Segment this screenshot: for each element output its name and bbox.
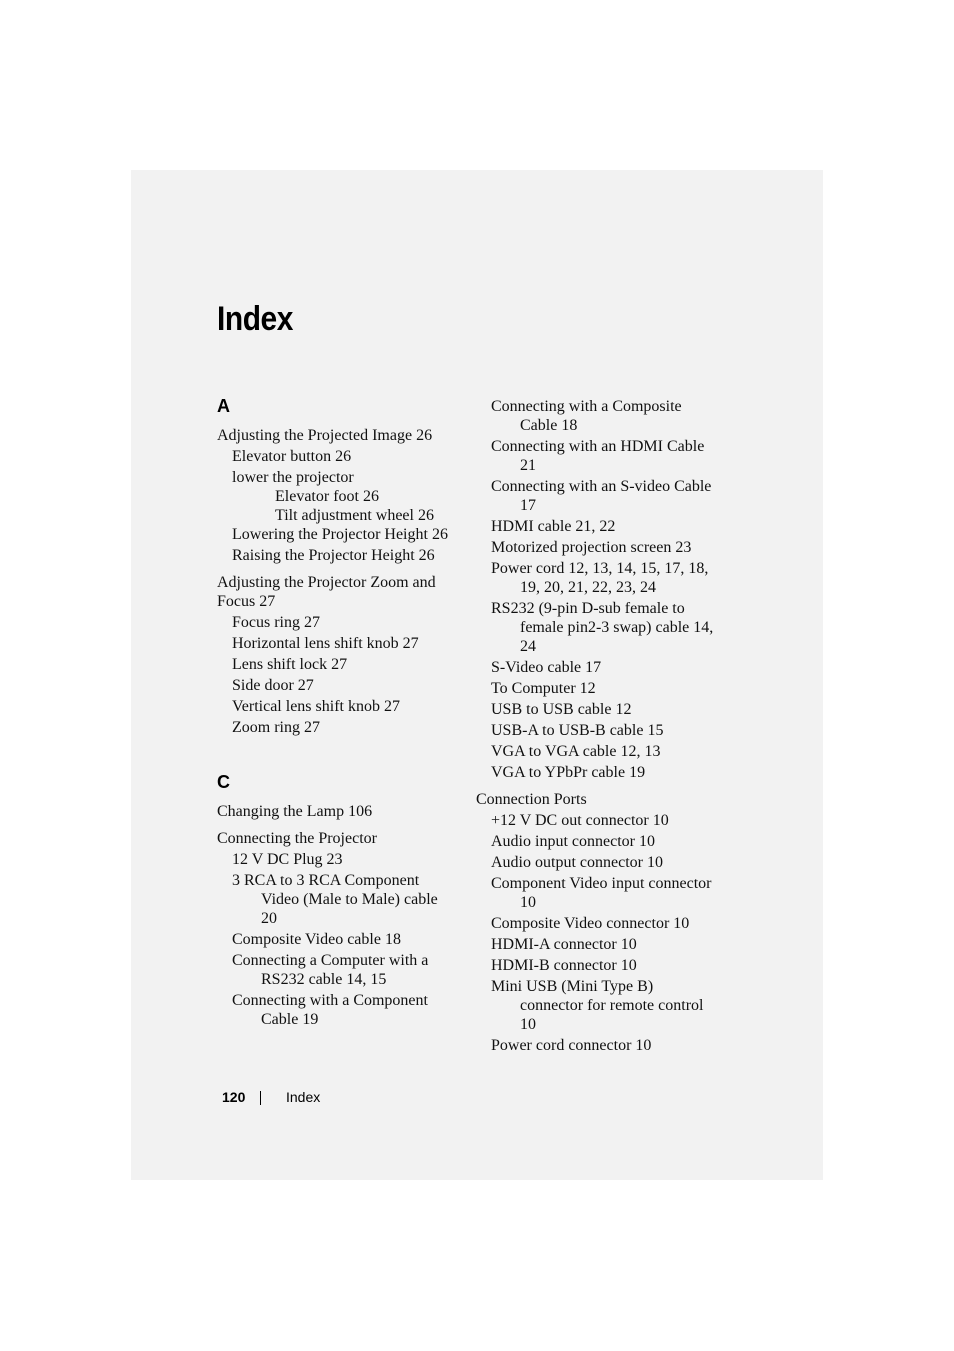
index-entry: S-Video cable 17 bbox=[491, 659, 602, 676]
footer-section-label: Index bbox=[286, 1089, 321, 1105]
index-entry: Audio output connector 10 bbox=[491, 854, 663, 871]
index-entry: Tilt adjustment wheel 26 bbox=[275, 507, 434, 524]
index-entry: Connecting a Computer with a RS232 cable 14, 15 bbox=[232, 952, 429, 988]
index-column-right bbox=[476, 397, 716, 1055]
index-entry: Connecting the Projector bbox=[217, 830, 377, 847]
index-entry: Connecting with a Composite Cable 18 bbox=[491, 398, 682, 434]
index-entry: Component Video input connector 10 bbox=[491, 875, 712, 911]
section-letter-a: A bbox=[217, 396, 230, 416]
index-entry: HDMI-A connector 10 bbox=[491, 936, 637, 953]
index-entry: +12 V DC out connector 10 bbox=[491, 812, 669, 829]
index-entry: Raising the Projector Height 26 bbox=[232, 547, 435, 564]
page-footer bbox=[222, 1089, 321, 1105]
index-entry: Connecting with an S-video Cable 17 bbox=[491, 478, 712, 514]
index-entry: Adjusting the Projected Image 26 bbox=[217, 427, 433, 444]
section-a-list bbox=[217, 426, 457, 737]
index-entry: Horizontal lens shift knob 27 bbox=[232, 635, 419, 652]
index-entry: Focus ring 27 bbox=[232, 614, 320, 631]
footer-divider bbox=[260, 1091, 261, 1105]
index-entry: Adjusting the Projector Zoom and Focus 27 bbox=[217, 574, 436, 610]
index-entry: Lens shift lock 27 bbox=[232, 656, 348, 673]
section-c-list bbox=[217, 802, 457, 1029]
index-entry: HDMI-B connector 10 bbox=[491, 957, 637, 974]
index-column-left bbox=[217, 395, 457, 1029]
index-entry: Elevator button 26 bbox=[232, 448, 352, 465]
index-entry: Composite Video connector 10 bbox=[491, 915, 690, 932]
index-entry: Connection Ports bbox=[476, 791, 587, 808]
index-entry: Mini USB (Mini Type B) connector for remote control 10 bbox=[491, 978, 704, 1033]
index-entry: Composite Video cable 18 bbox=[232, 931, 401, 948]
index-entry: To Computer 12 bbox=[491, 680, 596, 697]
index-entry: Side door 27 bbox=[232, 677, 314, 694]
index-entry: USB to USB cable 12 bbox=[491, 701, 632, 718]
page-number: 120 bbox=[222, 1089, 246, 1105]
index-entry: Power cord connector 10 bbox=[491, 1037, 652, 1054]
index-entry: 3 RCA to 3 RCA Component Video (Male to Male) cable 20 bbox=[232, 872, 438, 927]
index-entry: Vertical lens shift knob 27 bbox=[232, 698, 400, 715]
index-entry: Connecting with a Component Cable 19 bbox=[232, 992, 428, 1028]
index-entry: Changing the Lamp 106 bbox=[217, 803, 373, 820]
index-entry: 12 V DC Plug 23 bbox=[232, 851, 343, 868]
section-letter-c: C bbox=[217, 772, 230, 792]
index-entry: Zoom ring 27 bbox=[232, 719, 320, 736]
index-entry: Lowering the Projector Height 26 bbox=[232, 526, 448, 543]
index-entry: VGA to YPbPr cable 19 bbox=[491, 764, 646, 781]
index-entry: Power cord 12, 13, 14, 15, 17, 18, 19, 20, 21, 22, 23, 24 bbox=[491, 560, 709, 596]
page-title: Index bbox=[217, 300, 293, 338]
index-entry: lower the projector bbox=[232, 469, 354, 486]
index-entry: VGA to VGA cable 12, 13 bbox=[491, 743, 661, 760]
index-entry: Motorized projection screen 23 bbox=[491, 539, 692, 556]
index-entry: HDMI cable 21, 22 bbox=[491, 518, 616, 535]
index-entry: USB-A to USB-B cable 15 bbox=[491, 722, 664, 739]
index-entry: Connecting with an HDMI Cable 21 bbox=[491, 438, 705, 474]
index-entry: Audio input connector 10 bbox=[491, 833, 655, 850]
index-entry: Elevator foot 26 bbox=[275, 488, 379, 505]
index-entry: RS232 (9-pin D-sub female to female pin2-3 swap) cable 14, 24 bbox=[491, 600, 714, 655]
